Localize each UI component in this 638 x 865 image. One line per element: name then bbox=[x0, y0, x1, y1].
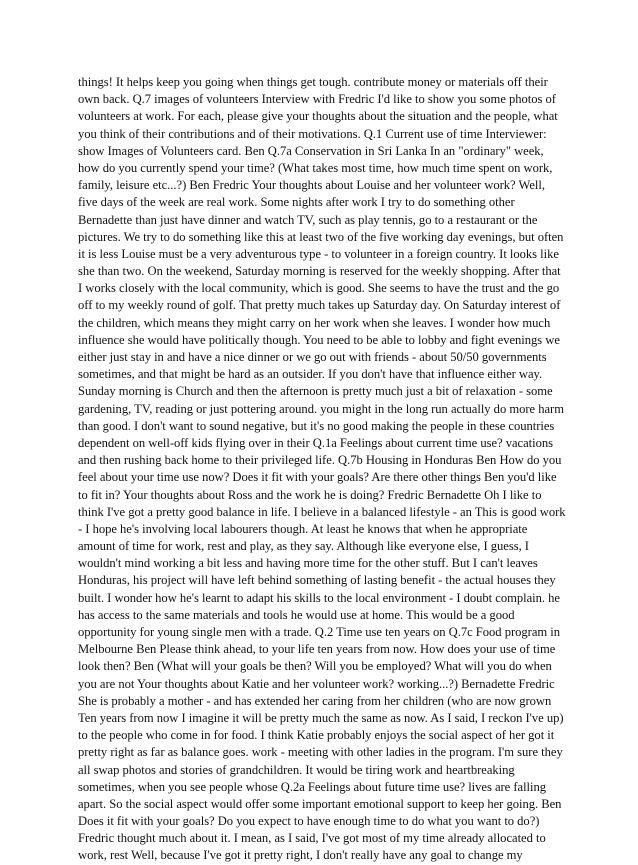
text-line: off to my weekly round of golf. That pretty much takes up Saturday day. On Saturday interest of bbox=[78, 298, 561, 313]
body-text bbox=[78, 74, 568, 865]
text-line: pictures. We try to do something like this at least two of the five working day evenings, but often bbox=[78, 229, 564, 244]
text-line: and then rushing back home to their privileged life. Q.7b Housing in Honduras Ben How do you bbox=[78, 453, 562, 468]
text-line: sometimes, when you see people whose Q.2a Feelings about future time use? lives are falling bbox=[78, 779, 547, 794]
text-line: - I hope he's involving local labourers though. At least he knows that when he appropriate bbox=[78, 521, 528, 536]
text-line: Melbourne Ben Please think ahead, to your life ten years from now. How does your use of time bbox=[78, 642, 556, 657]
text-line: show Images of Volunteers card. Ben Q.7a Conservation in Sri Lanka In an "ordinary" week, bbox=[78, 143, 544, 158]
text-line: than good. I don't want to sound negative, but it's no good making the people in these countries bbox=[78, 418, 555, 433]
text-line: gardening, TV, reading or just pottering around. you might in the long run actually do more harm bbox=[78, 401, 564, 416]
text-line: five days of the week are real work. Some nights after work I try to do something other bbox=[78, 195, 515, 210]
text-line: Sunday morning is Church and then the afternoon is pretty much just a bit of relaxation - some bbox=[78, 384, 553, 399]
text-line: you are not Your thoughts about Katie and her volunteer work? working...?) Bernadette Fredric bbox=[78, 676, 555, 691]
text-line: it is less Louise must be a very adventurous type - to volunteer in a foreign country. It looks like bbox=[78, 246, 559, 261]
text-line: amount of time for work, rest and play, as they say. Although like everyone else, I guess, I bbox=[78, 539, 529, 554]
text-line: has access to the same materials and tools he would use at home. This would be a good bbox=[78, 607, 515, 622]
text-line: built. I wonder how he's learnt to adapt his skills to the local environment - I doubt complain. he bbox=[78, 590, 560, 605]
text-line: opportunity for young single men with a trade. Q.2 Time use ten years on Q.7c Food program in bbox=[78, 625, 561, 639]
text-line: look then? Ben (What will your goals be then? Will you be employed? What will you do when bbox=[78, 659, 552, 674]
text-line: things! It helps keep you going when things get tough. contribute money or materials off their bbox=[78, 75, 548, 89]
text-line: Does it fit with your goals? Do you expect to have enough time to do what you want to do?) bbox=[78, 814, 540, 829]
text-line: own back. Q.7 images of volunteers Interview with Fredric I'd like to show you some photos of bbox=[78, 92, 556, 107]
text-line: all swap photos and stories of grandchildren. It would be tiring work and heartbreaking bbox=[78, 762, 515, 777]
text-line: feel about your time use now? Does it fit with your goals? Are there other things Ben you'd like bbox=[78, 470, 557, 485]
text-line: how do you currently spend your time? (What takes most time, how much time spent on work, bbox=[78, 160, 553, 175]
text-line: think I've got a pretty good balance in life. I believe in a balanced lifestyle - an This is good work bbox=[78, 504, 566, 519]
text-line: you think of their contributions and of their motivations. Q.1 Current use of time Interviewer: bbox=[78, 126, 547, 141]
text-line: work, rest Well, because I've got it pretty right, I don't really have any goal to change my bbox=[78, 848, 523, 863]
text-line: apart. So the social aspect would offer some important emotional support to keep her going. Ben bbox=[78, 796, 562, 811]
text-line: to fit in? Your thoughts about Ross and the work he is doing? Fredric Bernadette Oh I like to bbox=[78, 487, 542, 502]
text-line: Honduras, his project will have left behind something of lasting benefit - the actual houses they bbox=[78, 573, 556, 588]
text-line: Bernadette than just have dinner and watch TV, such as play tennis, go to a restaurant or the bbox=[78, 212, 538, 227]
text-line: either just stay in and have a nice dinner or we go out with friends - about 50/50 governments bbox=[78, 350, 547, 364]
text-line: family, leisure etc...?) Ben Fredric Your thoughts about Louise and her volunteer work? Well, bbox=[78, 178, 545, 193]
text-line: to the people who come in for food. I think Katie probably enjoys the social aspect of her got it bbox=[78, 728, 555, 743]
text-line: the children, which means they might carry on her work when she leaves. I wonder how much bbox=[78, 315, 551, 330]
text-line: wouldn't mind working a bit less and having more time for the other stuff. But I can't leaves bbox=[78, 556, 538, 571]
text-line: Ten years from now I imagine it will be pretty much the same as now. As I said, I reckon I've up) bbox=[78, 710, 564, 725]
text-line: she than two. On the weekend, Saturday morning is reserved for the weekly shopping. After that bbox=[78, 264, 561, 279]
text-line: pretty right as far as balance goes. work - meeting with other ladies in the program. I'm sure they bbox=[78, 745, 563, 760]
text-line: sometimes, and that might be hard as an outsider. If you don't have that influence either way. bbox=[78, 367, 543, 382]
text-line: volunteers at work. For each, please give your thoughts about the situation and the people, what bbox=[78, 109, 558, 124]
text-line: Fredric thought much about it. I mean, as I said, I've got most of my time already allocated to bbox=[78, 831, 546, 846]
text-line: dependent on well-off kids flying over in their Q.1a Feelings about current time use? vacations bbox=[78, 435, 553, 450]
text-line: She is probably a mother - and has extended her caring from her children (who are now grown bbox=[78, 693, 552, 708]
text-line: influence she would have politically though. You need to be able to lobby and fight evenings we bbox=[78, 332, 560, 347]
text-line: I works closely with the local community, which is good. She seems to have the trust and the go bbox=[78, 281, 560, 296]
